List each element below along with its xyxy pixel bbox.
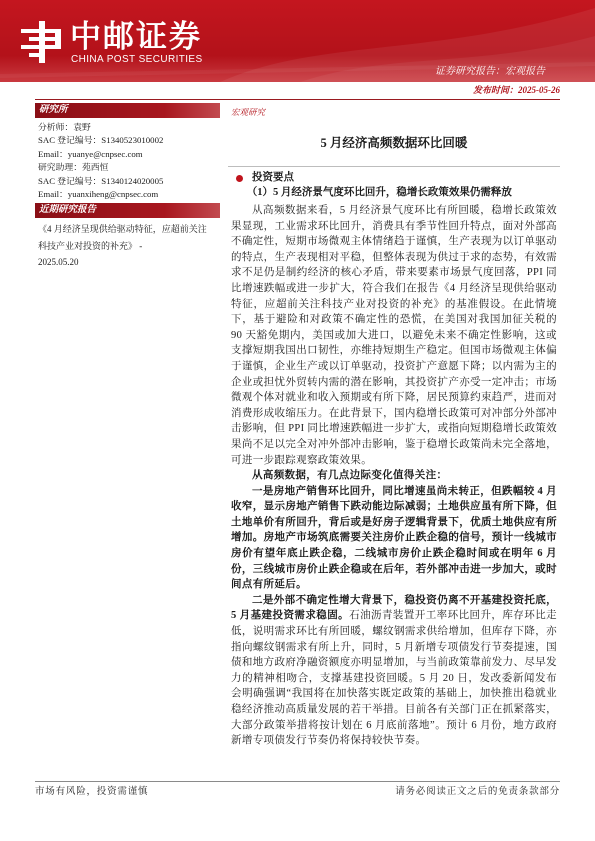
disclaimer-notice: 请务必阅读正文之后的免责条款部分 xyxy=(395,787,560,797)
report-category: 宏观研究 xyxy=(231,107,266,117)
recent-report-title[interactable]: 《4 月经济呈现供给驱动特征，应超前关注科技产业对投资的补充》 xyxy=(38,224,207,251)
brand-name-chinese: 中邮证券 xyxy=(70,19,202,55)
body-text xyxy=(231,203,557,768)
institute-heading: 研究所 xyxy=(35,103,220,118)
recent-reports-heading: 近期研究报告 xyxy=(35,203,220,218)
intro-paragraph: 从高频数据来看，5 月经济景气度环比有所回暖，稳增长政策效果显现，工业需求环比回升，消费具有季节性回升特点，面对外部高不确定性，短期市场微观主体情绪趋于谨慎，生产表现为以订单驱动的特点，生产表现相对平稳，但整体表现为供过于求的态势，有效需求不足仍是制约经济的核心矛盾，带来要素市场景气度回落，PPI 同比增速跌幅或进一步扩大，符合我们在报告《4 月经济呈现供给驱动特征，应超前关注科技产业对投资的补充》的基准假设。在此情境下，基于避险和对政策不确定性的恐慌，在美国对我国加征关税的 90 天豁免期内，美国或加大进口，以避免未来不确定性影响，这或支撑短期我国出口韧性，亦维持短期生产稳定。但国市场微观主体偏于谨慎，企业生产或以订单驱动，投资扩产意愿下降；以内需为主的企业或担忧外贸转内需的潜在影响，其投资扩产亦受一定冲击；市场微观个体对就业和收入预期或有所下降，居民预算约束趋严，进而对消费形成收缩压力。在此背景下，国内稳增长政策可对冲部分外部冲击影响，但 PPI 同比增速跌幅进一步扩大，或指向短期稳增长政策效果尚不足以完全对冲外部冲击影响，鉴于稳增长政策尚未完全落地，可进一步跟踪观察政策效果。 xyxy=(231,205,557,466)
recent-report-item[interactable] xyxy=(35,221,213,271)
footer-divider xyxy=(35,781,560,782)
page-title: 5 月经济高频数据环比回暖 xyxy=(320,136,468,150)
subheading: （1）5 月经济景气度环比回升，稳增长政策效果仍需释放 xyxy=(246,187,512,198)
brand-name-english: CHINA POST SECURITIES xyxy=(71,54,203,65)
header-divider xyxy=(35,99,560,100)
recent-report-separator: - xyxy=(139,240,143,251)
assistant-sac-number: SAC 登记编号：S1340124020005 xyxy=(38,175,164,186)
assistant-name: 研究助理：苑西恒 xyxy=(38,162,109,173)
bullet-icon xyxy=(236,175,243,182)
assistant-email[interactable]: Email：yuanxiheng@cnpsec.com xyxy=(38,189,159,200)
section-heading xyxy=(231,171,557,185)
point-two-lead: 二是外部不确定性增大背景下，稳投资仍离不开基建投资托底，5 月基建投资需求稳固。 xyxy=(231,594,557,622)
publish-time: 发布时间：2025-05-26 xyxy=(473,85,560,95)
sidebar xyxy=(35,103,220,283)
analyst-email[interactable]: Email：yuanye@cnpsec.com xyxy=(38,148,143,159)
title-divider xyxy=(228,166,560,167)
risk-notice: 市场有风险，投资需谨慎 xyxy=(35,787,149,797)
header-banner xyxy=(0,0,595,82)
china-post-logo-icon xyxy=(19,21,65,63)
analyst-sac-number: SAC 登记编号：S1340523010002 xyxy=(38,135,164,146)
analyst-name: 分析师：袁野 xyxy=(38,122,91,132)
report-type: 证券研究报告：宏观报告 xyxy=(435,66,545,77)
point-two-paragraph xyxy=(231,593,557,749)
point-one-paragraph: 一是房地产销售环比回升，同比增速虽尚未转正，但跌幅较 4 月收窄，显示房地产销售下跌动能边际减弱；土地供应虽有所下降，但土地单价有所回升，背后或是好房子逻辑背景下，优质土地供应有所增加。房地产市场筑底需要关注房价止跌企稳的信号，预计一线城市房价有望年底止跌企稳，二线城市房价止跌企稳时间或在明年 6 月份，三线城市房价止跌企稳或在后年，若外部冲击进一步加大，或时间点有所延后。 xyxy=(231,485,557,591)
point-two-body: 石油沥青装置开工率环比回升，库存环比走低，说明需求环比有所回暖，螺纹钢需求供给增加，但库存下降，亦指向螺纹钢需求有所上升，同时，5 月新增专项债发行节奏提速，国债和地方政府净融资额度亦明显增加，与当前政策靠前发力、尽早发力的精神相吻合，支撑基建投资回暖。5 月 20 日，发改委新闻发布会明确强调“我国将在加快落实既定政策的基础上，加快推出稳就业稳经济推动高质量发展的若干举措。目前各有关部门正在抓紧落实，大部分政策举措将按计划在 6 月底前落地”。预计 6 月份，地方政府新增专项债发行节奏仍将保持较快节奏。 xyxy=(231,610,557,747)
analyst-info xyxy=(35,121,220,201)
observation-lead: 从高频数据，有几点边际变化值得关注： xyxy=(252,470,448,482)
recent-report-date: 2025.05.20 xyxy=(38,257,79,267)
section-heading-label: 投资要点 xyxy=(252,172,294,183)
